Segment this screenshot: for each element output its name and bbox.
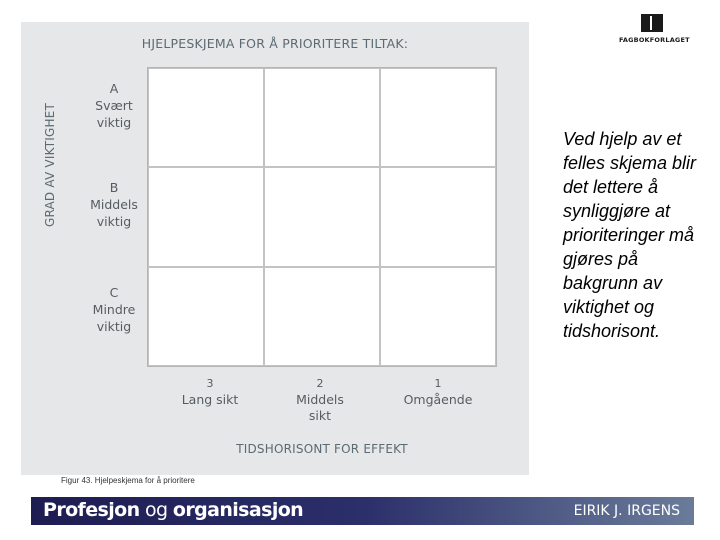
column-text: Omgående xyxy=(403,392,473,407)
row-label-a xyxy=(79,80,149,131)
grid-cell-c3 xyxy=(148,267,264,366)
row-text: Mindre xyxy=(92,302,136,317)
grid-cell-b1 xyxy=(380,167,496,266)
column-label-2 xyxy=(265,376,375,424)
row-text: Middels xyxy=(90,197,138,212)
book-icon xyxy=(641,14,663,32)
book-title xyxy=(43,499,303,521)
column-number: 2 xyxy=(316,377,324,390)
row-letter: A xyxy=(109,81,119,96)
row-letter: C xyxy=(109,285,119,300)
column-text: Lang sikt xyxy=(181,392,239,407)
figure-title: HJELPESKJEMA FOR Å PRIORITERE TILTAK: xyxy=(141,36,409,51)
row-text: viktig xyxy=(96,214,132,229)
x-axis-label: TIDSHORISONT FOR EFFEKT xyxy=(236,442,408,456)
author-name: EIRIK J. IRGENS xyxy=(573,503,680,519)
priority-grid xyxy=(147,67,497,367)
grid-cell-c2 xyxy=(264,267,380,366)
column-label-1 xyxy=(383,376,493,408)
publisher-name: FAGBOKFORLAGET xyxy=(619,36,690,44)
book-title-part: organisasjon xyxy=(172,499,304,521)
row-text: Svært xyxy=(95,98,133,113)
y-axis-label: GRAD AV VIKTIGHET xyxy=(43,102,57,228)
column-number: 1 xyxy=(434,377,442,390)
figure-panel xyxy=(21,22,529,475)
grid-cell-b2 xyxy=(264,167,380,266)
row-letter: B xyxy=(109,180,119,195)
row-label-b xyxy=(79,179,149,230)
column-label-3 xyxy=(155,376,265,408)
grid-cell-a3 xyxy=(148,68,264,167)
footer-bar xyxy=(31,497,694,525)
grid-cell-c1 xyxy=(380,267,496,366)
row-label-c xyxy=(79,284,149,335)
row-text: viktig xyxy=(96,115,132,130)
column-text: Middels xyxy=(296,392,344,407)
figure-caption: Figur 43. Hjelpeskjema for å prioritere xyxy=(61,476,195,485)
book-title-part: Profesjon xyxy=(43,499,140,521)
publisher-logo xyxy=(619,14,690,48)
grid-cell-b3 xyxy=(148,167,264,266)
side-text: Ved hjelp av et felles skjema blir det lettere å synliggjøre at prioriteringer må gjøres på bakgrunn av viktighet og tidshorisont. xyxy=(563,129,697,341)
column-text: sikt xyxy=(308,408,332,423)
grid-cell-a1 xyxy=(380,68,496,167)
book-title-part: og xyxy=(139,499,173,521)
row-text: viktig xyxy=(96,319,132,334)
column-number: 3 xyxy=(206,377,214,390)
grid-cell-a2 xyxy=(264,68,380,167)
